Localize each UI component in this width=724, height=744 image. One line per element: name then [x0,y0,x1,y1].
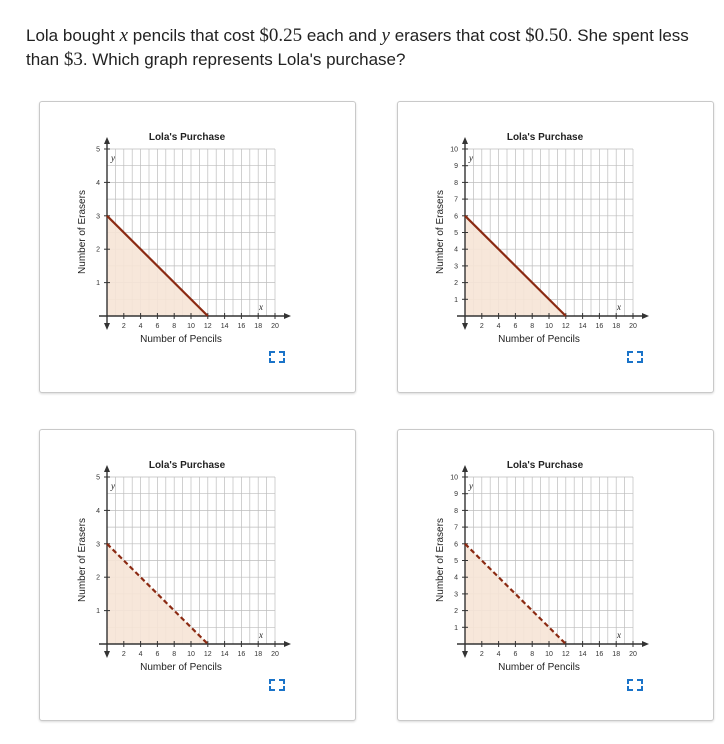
graph-d [398,430,715,722]
x-tick-label: 4 [138,323,143,330]
x-tick-label: 18 [254,323,263,330]
x-axis-arrow [642,313,649,319]
y-tick-label: 8 [454,179,458,187]
x-tick-label: 18 [612,651,621,658]
y-tick-label: 5 [96,146,100,154]
x-tick-label: 20 [629,651,637,658]
x-tick-label: 10 [545,651,553,658]
x-tick-label: 10 [187,651,195,658]
question-part-5: . She spent less than [26,26,689,69]
y-tick-label: 4 [96,507,100,515]
x-axis-arrow [284,641,291,647]
graph-b [398,102,715,394]
y-tick-label: 1 [454,296,458,304]
x-tick-label: 16 [237,651,246,658]
y-tick-label: 6 [454,541,458,549]
y-tick-label: 3 [96,541,100,549]
x-axis-label: Number of Pencils [498,334,580,345]
x-tick-label: 16 [595,651,604,658]
x-tick-label: 14 [220,323,229,330]
answer-choice-a[interactable] [39,101,356,393]
y-axis-arrow-up [462,465,468,472]
y-axis-arrow-down [462,651,468,658]
y-tick-label: 3 [454,263,458,271]
x-tick-label: 12 [203,651,212,658]
x-tick-label: 8 [172,651,177,658]
x-axis-label: Number of Pencils [498,662,580,673]
y-axis-label: Number of Erasers [77,190,88,274]
y-tick-label: 2 [454,608,458,616]
variable-y: y [381,25,390,46]
x-tick-label: 6 [155,651,160,658]
y-tick-label: 9 [454,491,458,499]
x-tick-label: 10 [187,323,195,330]
x-tick-label: 6 [513,323,518,330]
x-tick-label: 6 [155,323,160,330]
y-tick-label: 3 [454,591,458,599]
y-tick-label: 2 [96,246,100,254]
x-tick-label: 14 [220,651,229,658]
x-axis-arrow [642,641,649,647]
y-tick-label: 2 [96,574,100,582]
y-axis-label: Number of Erasers [435,190,446,274]
x-variable-label: x [617,302,621,312]
pencil-price: $0.25 [259,25,303,46]
y-variable-label: y [111,153,115,163]
x-tick-label: 18 [612,323,621,330]
x-tick-label: 8 [530,651,535,658]
graph-title: Lola's Purchase [148,132,226,143]
answer-choice-b[interactable] [397,101,714,393]
y-tick-label: 4 [454,574,458,582]
y-tick-label: 7 [454,196,458,204]
expand-icon[interactable] [627,351,643,363]
y-tick-label: 5 [454,230,458,237]
graph-c [40,430,357,722]
x-tick-label: 16 [595,323,604,330]
x-variable-label: x [259,630,263,640]
answer-choice-d[interactable] [397,429,714,721]
y-axis-arrow-down [104,651,110,658]
x-tick-label: 4 [496,651,501,658]
y-axis-arrow-up [104,465,110,472]
x-variable-label: x [259,302,263,312]
y-axis-label: Number of Erasers [435,518,446,602]
x-axis-label: Number of Pencils [140,334,222,345]
question-part-1: Lola bought [26,26,120,45]
x-tick-label: 20 [271,651,279,658]
x-tick-label: 20 [629,323,637,330]
y-variable-label: y [111,481,115,491]
y-tick-label: 5 [454,558,458,565]
y-tick-label: 5 [96,474,100,482]
graph-title: Lola's Purchase [506,132,584,143]
answer-choice-c[interactable] [39,429,356,721]
x-tick-label: 20 [271,323,279,330]
x-tick-label: 2 [479,651,484,658]
y-tick-label: 8 [454,507,458,515]
x-tick-label: 14 [578,323,587,330]
y-tick-label: 7 [454,524,458,532]
y-tick-label: 6 [454,213,458,221]
y-tick-label: 1 [96,608,100,616]
x-variable-label: x [617,630,621,640]
y-tick-label: 4 [454,246,458,254]
y-variable-label: y [469,481,473,491]
spending-limit: $3 [63,49,83,70]
x-tick-label: 12 [203,323,212,330]
x-tick-label: 8 [172,323,177,330]
y-tick-label: 3 [96,213,100,221]
x-tick-label: 12 [561,323,570,330]
question-part-2: pencils that cost [128,26,260,45]
x-tick-label: 2 [479,323,484,330]
y-tick-label: 4 [96,179,100,187]
y-tick-label: 9 [454,163,458,171]
y-axis-arrow-up [462,137,468,144]
x-axis-label: Number of Pencils [140,662,222,673]
expand-icon[interactable] [269,351,285,363]
y-tick-label: 1 [454,624,458,632]
x-tick-label: 14 [578,651,587,658]
y-axis-arrow-down [462,323,468,330]
y-axis-arrow-down [104,323,110,330]
x-tick-label: 4 [496,323,501,330]
y-tick-label: 10 [450,474,458,482]
question-part-3: each and [302,26,382,45]
x-tick-label: 8 [530,323,535,330]
x-tick-label: 6 [513,651,518,658]
expand-icon[interactable] [269,679,285,691]
y-axis-label: Number of Erasers [77,518,88,602]
graph-title: Lola's Purchase [148,460,226,471]
variable-x: x [119,25,129,46]
x-tick-label: 4 [138,651,143,658]
x-axis-arrow [284,313,291,319]
y-axis-arrow-up [104,137,110,144]
question-text [26,24,718,72]
graph-a [40,102,357,394]
y-tick-label: 1 [96,280,100,288]
x-tick-label: 10 [545,323,553,330]
x-tick-label: 12 [561,651,570,658]
graph-title: Lola's Purchase [506,460,584,471]
x-tick-label: 18 [254,651,263,658]
x-tick-label: 2 [121,651,126,658]
y-tick-label: 10 [450,146,458,154]
expand-icon[interactable] [627,679,643,691]
y-variable-label: y [469,153,473,163]
question-part-4: erasers that cost [389,26,526,45]
y-tick-label: 2 [454,280,458,288]
x-tick-label: 2 [121,323,126,330]
x-tick-label: 16 [237,323,246,330]
eraser-price: $0.50 [525,25,568,46]
question-part-6: . Which graph represents Lola's purchase? [82,50,406,69]
